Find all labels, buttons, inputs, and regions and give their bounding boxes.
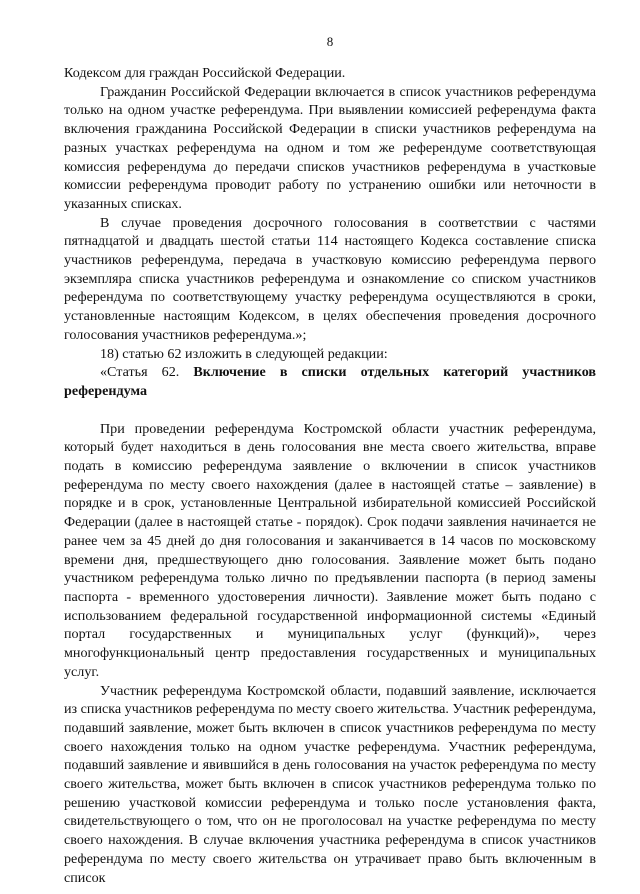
paragraph-amendment-18: 18) статью 62 изложить в следующей редакции: <box>100 345 388 362</box>
article-62-heading <box>64 363 596 400</box>
paragraph-application: При проведении референдума Костромской области участник референдума, который будет находиться в день голосования вне места своего жительства, вправе подать в комиссию референдума заявление о включении в список участников референдума по месту своего нахождения (далее в настоящей статье – заявление) в порядке и в срок, установленные Центральной избирательной комиссией Российской Федерации (далее в настоящей статье - порядок). Срок подачи заявления начинается не ранее чем за 45 дней до дня голосования и заканчивается в 14 часов по московскому времени дня, предшествующего дню голосования. Заявление может быть подано участником референдума только лично по предъявлении паспорта (в период замены паспорта - временного удостоверения личности). Заявление может быть подано с использованием федеральной государственной информационной системы «Единый портал государственных и муниципальных услуг (функций)», через многофункциональный центр предоставления государственных и муниципальных услуг. <box>64 420 596 680</box>
article-prefix: «Статья 62. <box>100 364 194 381</box>
paragraph-exclusion: Участник референдума Костромской области, подавший заявление, исключается из списка участников референдума по месту своего жительства. Участник референдума, подавший заявление, может быть включен в список участников референдума по месту своего нахождения только на одном участке референдума. Участник референдума, подавший заявление и явившийся в день голосования на участок референдума по месту своего жительства, может быть включен в список участников референдума только по решению участковой комиссии референдума и только после установления факта, свидетельствующего о том, что он не проголосовал на участке референдума по месту своего нахождения. В случае включения участника референдума в список участников референдума по месту своего жительства он утрачивает право быть включенным в список <box>64 682 596 886</box>
paragraph-single-list: Гражданин Российской Федерации включается в список участников референдума только на одном участке референдума. При выявлении комиссией референдума факта включения гражданина Российской Федерации в списки участников референдума на разных участках референдума на одном и том же референдуме соответствующая комиссия референдума до передачи списков участников референдума в участковые комиссии референдума проводит работу по устранению ошибки или неточности в указанных списках. <box>64 83 596 212</box>
article-title: Включение в списки отдельных категорий участников референдума <box>64 364 596 399</box>
paragraph-early-voting: В случае проведения досрочного голосования в соответствии с частями пятнадцатой и двадцать шестой статьи 114 настоящего Кодекса составление списка участников референдума, передача в участковую комиссию референдума первого экземпляра списка участников референдума и ознакомление со списком участников референдума по соответствующему участку референдума осуществляются в сроки, установленные настоящим Кодексом, в целях обеспечения проведения досрочного голосования участников референдума.»; <box>64 214 596 343</box>
section-gap <box>64 401 596 420</box>
document-page <box>64 34 596 887</box>
page-number: 8 <box>326 34 334 49</box>
paragraph-continuation: Кодексом для граждан Российской Федерации. <box>64 65 346 81</box>
